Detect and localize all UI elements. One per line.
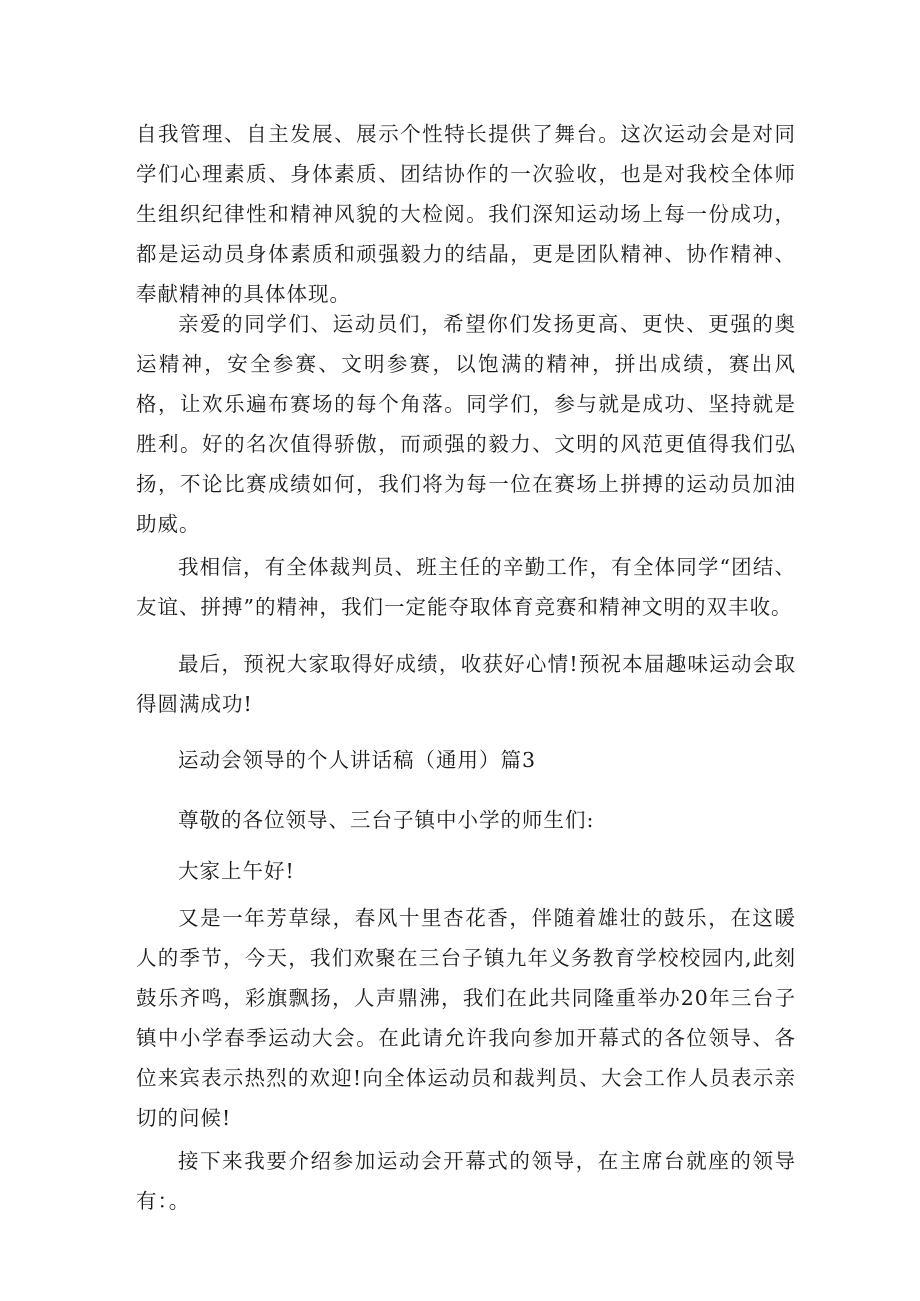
greeting: 大家上午好! bbox=[178, 859, 295, 883]
salutation: 尊敬的各位领导、三台子镇中小学的师生们: bbox=[178, 808, 595, 832]
paragraph-stage-for-development: 自我管理、自主发展、展示个性特长提供了舞台。这次运动会是对同学们心理素质、身体素质、团结协作的一次验收，也是对我校全体师生组织纪律性和精神风貌的大检阅。我们深知运动场上每一份成功，都是运动员身体素质和顽强毅力的结晶，更是团队精神、协作精神、奉献精神的具体体现。 bbox=[136, 122, 796, 306]
paragraph-confidence: 我相信，有全体裁判员、班主任的辛勤工作，有全体同学“团结、友谊、拼搏”的精神，我们一定能夺取体育竞赛和精神文明的双丰收。 bbox=[136, 555, 796, 619]
paragraph-spring-sports-meet: 又是一年芳草绿，春风十里杏花香，伴随着雄壮的鼓乐，在这暖人的季节，今天，我们欢聚在三台子镇九年义务教育学校校园内,此刻鼓乐齐鸣，彩旗飘扬，人声鼎沸，我们在此共同隆重举办20年三台子镇中小学春季运动大会。在此请允许我向参加开幕式的各位领导、各位来宾表示热烈的欢迎!向全体运动员和裁判员、大会工作人员表示亲切的问候! bbox=[136, 906, 796, 1130]
paragraph-leaders-introduction: 接下来我要介绍参加运动会开幕式的领导，在主席台就座的领导有：。 bbox=[136, 1149, 796, 1213]
paragraph-best-wishes: 最后，预祝大家取得好成绩，收获好心情!预祝本届趣味运动会取得圆满成功! bbox=[136, 652, 796, 716]
paragraph-olympic-spirit: 亲爱的同学们、运动员们，希望你们发扬更高、更快、更强的奥运精神，安全参赛、文明参赛，以饱满的精神，拼出成绩，赛出风格，让欢乐遍布赛场的每个角落。同学们，参与就是成功、坚持就是胜利。好的名次值得骄傲，而顽强的毅力、文明的风范更值得我们弘扬，不论比赛成绩如何，我们将为每一位在赛场上拼搏的运动员加油助威。 bbox=[136, 312, 796, 536]
section-title: 运动会领导的个人讲话稿（通用）篇3 bbox=[178, 748, 537, 772]
